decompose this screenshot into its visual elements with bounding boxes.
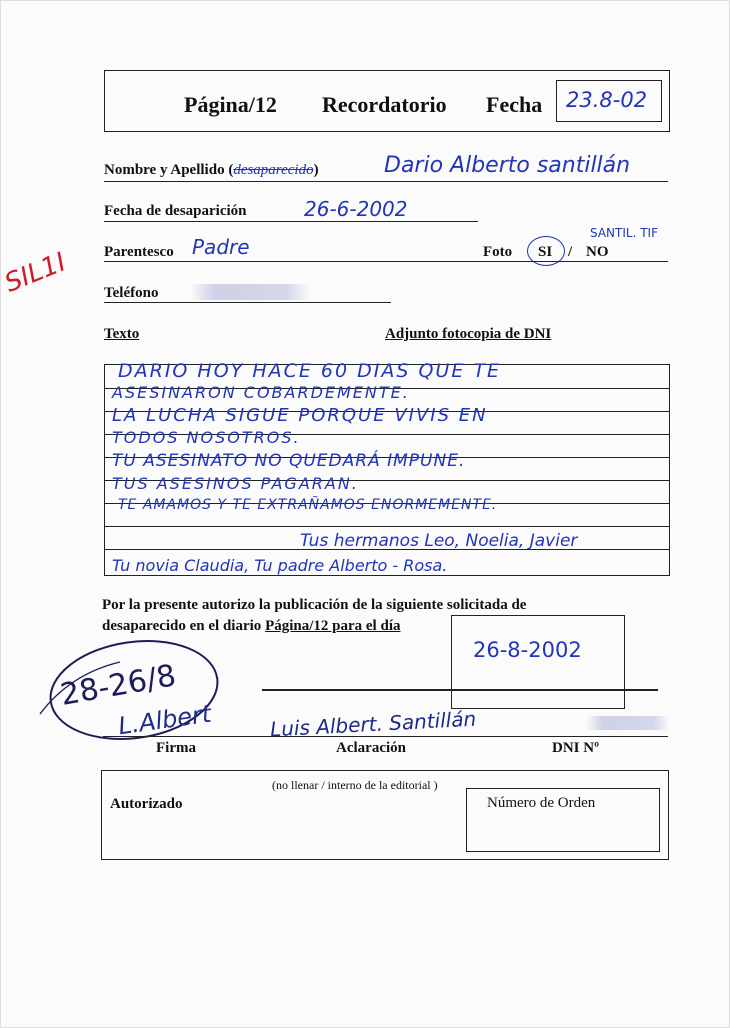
photo-note: SANTIL. TIF [590, 226, 658, 240]
order-number-label: Número de Orden [487, 795, 596, 811]
name-label: Nombre y Apellido (desaparecido) [104, 162, 319, 178]
message-line: Tus hermanos Leo, Noelia, Javier [300, 531, 578, 551]
dni-label: DNI Nº [552, 740, 600, 756]
photo-sep: / [568, 244, 573, 260]
authorization-text-1: Por la presente autorizo la publicación de la siguiente solicitada de [102, 597, 527, 613]
name-line [104, 181, 668, 182]
message-line: TU ASESINATO NO QUEDARÁ IMPUNE. [112, 451, 466, 471]
redacted-dni [586, 716, 670, 730]
name-value: Dario Alberto santillán [384, 153, 631, 178]
message-line: TUS ASESINOS PAGARAN. [112, 474, 359, 493]
authorized-label: Autorizado [110, 796, 183, 812]
disappearance-label: Fecha de desaparición [104, 203, 247, 219]
message-line: DARIO HOY HACE 60 DIAS QUE TE [118, 360, 501, 382]
disappearance-value: 26-6-2002 [304, 197, 408, 221]
authorization-text-2: desaparecido en el diario Página/12 para el día [102, 618, 401, 634]
date-value: 23.8-02 [566, 88, 648, 112]
editorial-note: (no llenar / interno de la editorial ) [272, 778, 438, 792]
phone-line [104, 302, 391, 303]
signature-base-line [103, 736, 668, 737]
message-line: LA LUCHA SIGUE PORQUE VIVIS EN [112, 405, 488, 426]
redacted-phone [190, 284, 310, 300]
relationship-label: Parentesco [104, 244, 174, 260]
message-line: TODOS NOSOTROS. [112, 428, 301, 447]
message-line: ASESINARON COBARDEMENTE. [112, 383, 410, 402]
photo-label: Foto [483, 244, 513, 260]
clarification-label: Aclaración [336, 740, 406, 756]
text-label: Texto [104, 326, 140, 342]
stamp-text: 28-26/8 [57, 658, 179, 713]
disappearance-line [104, 221, 478, 222]
clarification-signature: Luis Albert. Santillán [269, 706, 477, 742]
dni-copy-label: Adjunto fotocopia de DNI [385, 326, 552, 342]
margin-note: SIL1I [0, 247, 71, 299]
publication-date-field[interactable] [451, 615, 625, 709]
relationship-line [104, 261, 668, 262]
date-label: Fecha [486, 92, 543, 117]
photo-yes[interactable]: SI [538, 244, 553, 260]
message-line: Tu novia Claudia, Tu padre Alberto - Rosa. [112, 556, 448, 575]
photo-no[interactable]: NO [586, 244, 609, 260]
message-line: TE AMAMOS Y TE EXTRAÑAMOS ENORMEMENTE. [118, 497, 498, 513]
signature-label: Firma [156, 740, 196, 756]
signature: L.Albert [116, 699, 213, 741]
phone-label: Teléfono [104, 285, 159, 301]
relationship-value: Padre [192, 235, 250, 259]
struck-word: desaparecido [233, 162, 314, 178]
publication-date-value: 26-8-2002 [473, 638, 582, 662]
signature-line [262, 689, 658, 691]
form-type: Recordatorio [322, 92, 447, 117]
publication-name: Página/12 [184, 92, 277, 117]
